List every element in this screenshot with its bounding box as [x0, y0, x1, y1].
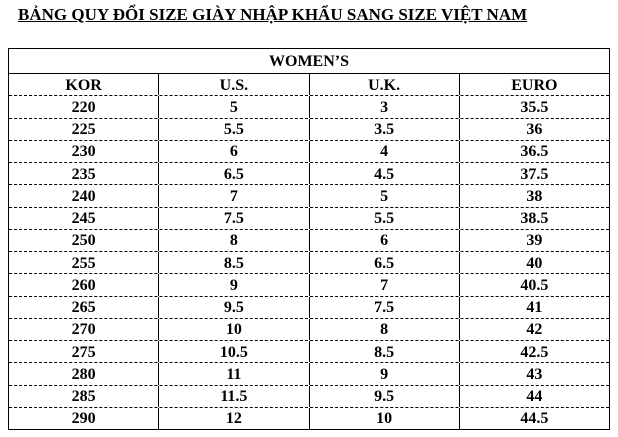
cell-kor: 285 [71, 388, 96, 406]
cell-kor: 230 [71, 143, 96, 161]
column-header-us: U.S. [158, 74, 308, 95]
table-row [9, 208, 609, 230]
table-header-row [9, 74, 609, 96]
cell-us: 10.5 [158, 341, 308, 362]
cell-kor: 245 [71, 210, 96, 228]
cell-euro: 38 [459, 185, 609, 206]
cell-euro: 40 [459, 252, 609, 273]
table-grid [9, 74, 609, 429]
cell-us: 7.5 [158, 208, 308, 229]
column-header-euro: EURO [459, 74, 609, 95]
cell-euro: 40.5 [459, 274, 609, 295]
column-header-uk: U.K. [309, 74, 459, 95]
cell-euro: 44 [459, 386, 609, 407]
cell-euro: 39 [459, 230, 609, 251]
cell-kor: 240 [71, 187, 96, 205]
table-row [9, 297, 609, 319]
cell-us: 9 [158, 274, 308, 295]
cell-kor: 255 [71, 254, 96, 272]
table-row [9, 163, 609, 185]
cell-uk: 8 [309, 319, 459, 340]
cell-us: 9.5 [158, 297, 308, 318]
cell-euro: 42 [459, 319, 609, 340]
cell-euro: 41 [459, 297, 609, 318]
table-row [9, 230, 609, 252]
table-row [9, 386, 609, 408]
cell-euro: 36 [459, 119, 609, 140]
cell-uk: 7 [309, 274, 459, 295]
cell-uk: 10 [309, 408, 459, 429]
cell-us: 5.5 [158, 119, 308, 140]
table-row [9, 141, 609, 163]
cell-us: 8 [158, 230, 308, 251]
cell-us: 11.5 [158, 386, 308, 407]
cell-uk: 3 [309, 96, 459, 117]
cell-us: 6.5 [158, 163, 308, 184]
cell-kor: 220 [71, 98, 96, 116]
page-title: BẢNG QUY ĐỔI SIZE GIÀY NHẬP KHẨU SANG SIZE VIỆT NAM [18, 5, 528, 24]
cell-uk: 7.5 [309, 297, 459, 318]
cell-kor: 260 [71, 276, 96, 294]
cell-euro: 37.5 [459, 163, 609, 184]
cell-uk: 5 [309, 185, 459, 206]
cell-euro: 43 [459, 363, 609, 384]
cell-uk: 9 [309, 363, 459, 384]
cell-uk: 6.5 [309, 252, 459, 273]
table-row [9, 363, 609, 385]
cell-uk: 5.5 [309, 208, 459, 229]
cell-uk: 8.5 [309, 341, 459, 362]
cell-us: 11 [158, 363, 308, 384]
cell-uk: 6 [309, 230, 459, 251]
size-conversion-table [8, 48, 610, 430]
cell-euro: 36.5 [459, 141, 609, 162]
cell-us: 10 [158, 319, 308, 340]
table-row [9, 185, 609, 207]
table-row [9, 319, 609, 341]
cell-kor: 250 [71, 232, 96, 250]
table-row [9, 119, 609, 141]
cell-euro: 42.5 [459, 341, 609, 362]
cell-kor: 225 [71, 121, 96, 139]
table-row [9, 274, 609, 296]
cell-uk: 3.5 [309, 119, 459, 140]
cell-uk: 4.5 [309, 163, 459, 184]
cell-us: 12 [158, 408, 308, 429]
cell-euro: 35.5 [459, 96, 609, 117]
table-row [9, 252, 609, 274]
cell-us: 7 [158, 185, 308, 206]
cell-us: 6 [158, 141, 308, 162]
cell-euro: 44.5 [459, 408, 609, 429]
cell-kor: 275 [71, 343, 96, 361]
table-caption: WOMEN’S [9, 49, 609, 74]
cell-kor: 235 [71, 165, 96, 183]
cell-uk: 4 [309, 141, 459, 162]
table-row [9, 408, 609, 429]
column-header-kor: KOR [65, 76, 102, 94]
cell-us: 8.5 [158, 252, 308, 273]
cell-euro: 38.5 [459, 208, 609, 229]
cell-kor: 290 [71, 410, 96, 428]
cell-kor: 265 [71, 299, 96, 317]
cell-us: 5 [158, 96, 308, 117]
cell-kor: 270 [71, 321, 96, 339]
table-row [9, 341, 609, 363]
cell-kor: 280 [71, 365, 96, 383]
cell-uk: 9.5 [309, 386, 459, 407]
table-row [9, 96, 609, 118]
